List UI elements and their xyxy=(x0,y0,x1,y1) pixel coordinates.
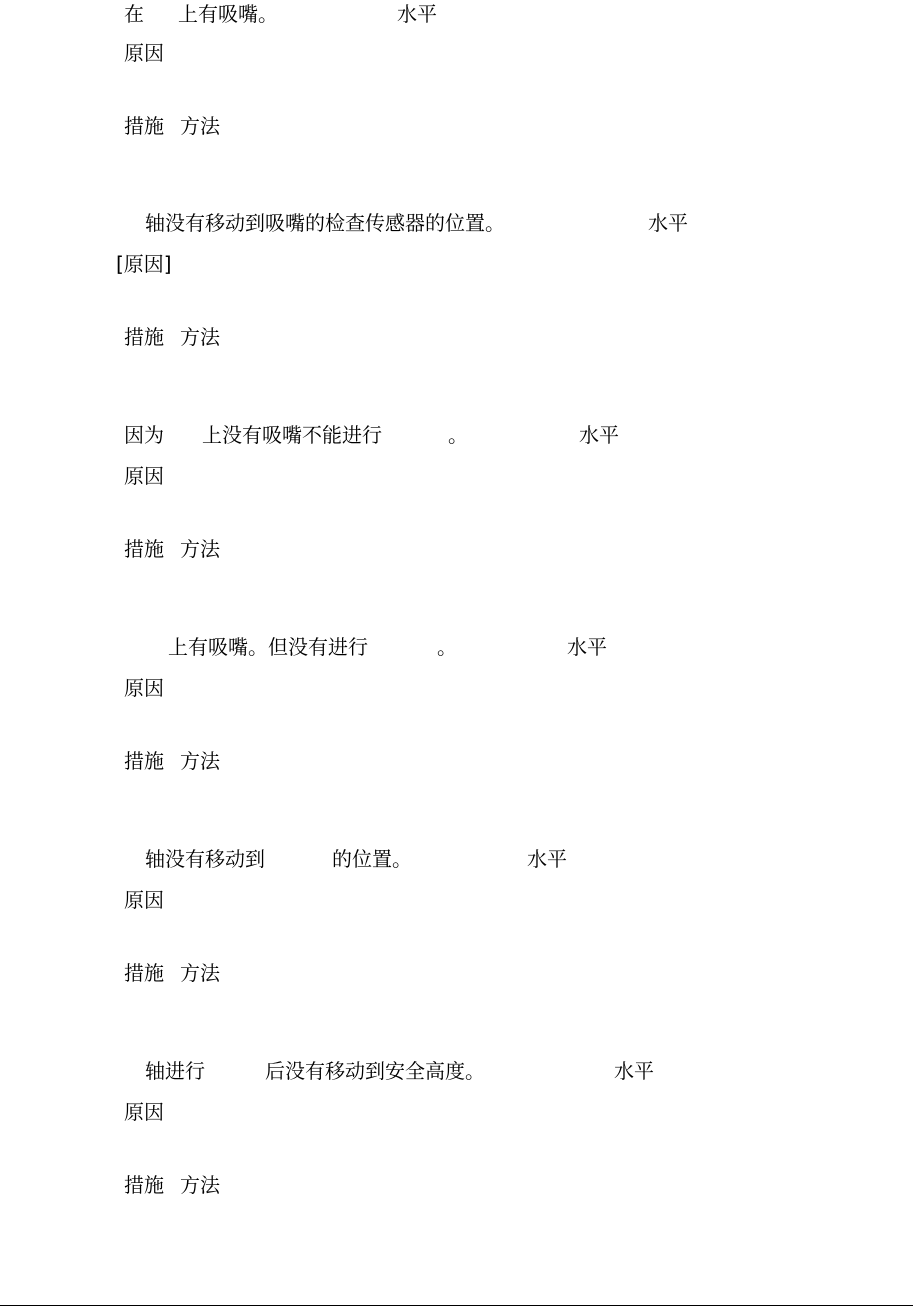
entry-2-method-label: 方法 xyxy=(180,325,220,349)
entry-4-method-label: 方法 xyxy=(180,749,220,773)
entry-3-measure-label: 措施 xyxy=(124,537,164,561)
entry-3-heading-part-2: 上没有吸嘴不能进行 xyxy=(202,423,382,447)
entry-5-heading-part-1: 轴没有移动到 xyxy=(145,847,265,871)
entry-3-method-label: 方法 xyxy=(180,537,220,561)
entry-5-measure-label: 措施 xyxy=(124,961,164,985)
entry-6-heading-part-2: 后没有移动到安全高度。 xyxy=(265,1059,485,1083)
entry-2-measure-label: 措施 xyxy=(124,325,164,349)
entry-5-cause-label: 原因 xyxy=(124,888,164,912)
entry-5-method-label: 方法 xyxy=(180,961,220,985)
entry-6-heading-part-1: 轴进行 xyxy=(145,1059,205,1083)
entry-6-measure-label: 措施 xyxy=(124,1173,164,1197)
entry-1-measure-label: 措施 xyxy=(124,114,164,138)
entry-4-heading-part-1: 上有吸嘴。但没有进行 xyxy=(168,635,368,659)
entry-2-cause-label: [原因] xyxy=(116,252,172,276)
entry-1-heading-part-1: 在 xyxy=(124,2,144,26)
entry-4-measure-label: 措施 xyxy=(124,749,164,773)
entry-5-heading-part-2: 的位置。 xyxy=(332,847,412,871)
entry-6-cause-label: 原因 xyxy=(124,1100,164,1124)
entry-2-heading: 轴没有移动到吸嘴的检查传感器的位置。 xyxy=(145,211,505,235)
entry-5-level: 水平 xyxy=(527,847,567,871)
entry-6-method-label: 方法 xyxy=(180,1173,220,1197)
entry-1-level: 水平 xyxy=(397,2,437,26)
entry-1-heading-part-2: 上有吸嘴。 xyxy=(178,2,278,26)
entry-4-level: 水平 xyxy=(567,635,607,659)
entry-3-heading-part-3: 。 xyxy=(448,423,468,447)
page-bottom-divider xyxy=(0,1305,913,1306)
entry-1-method-label: 方法 xyxy=(180,114,220,138)
entry-6-level: 水平 xyxy=(614,1059,654,1083)
entry-2-level: 水平 xyxy=(648,211,688,235)
entry-3-heading-part-1: 因为 xyxy=(124,423,164,447)
entry-4-cause-label: 原因 xyxy=(124,676,164,700)
entry-3-level: 水平 xyxy=(579,423,619,447)
entry-4-heading-part-2: 。 xyxy=(437,635,457,659)
entry-3-cause-label: 原因 xyxy=(124,464,164,488)
entry-1-cause-label: 原因 xyxy=(124,41,164,65)
